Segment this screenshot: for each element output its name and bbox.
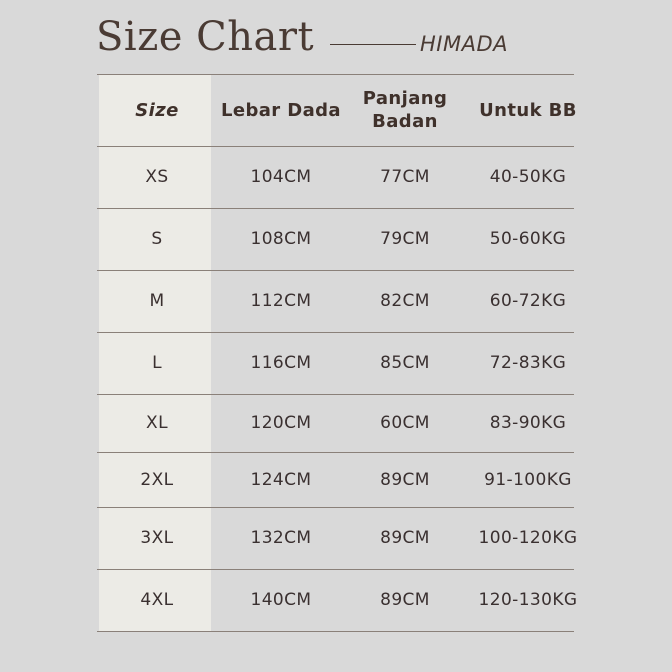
table-rule	[97, 631, 574, 632]
lebar-dada-cell: 104CM	[250, 167, 312, 187]
size-cell: XL	[146, 413, 168, 433]
size-cell: L	[152, 353, 162, 373]
untuk-bb-cell: 83-90KG	[489, 413, 567, 433]
lebar-dada-cell: 132CM	[250, 528, 312, 548]
untuk-bb-cell: 60-72KG	[489, 291, 567, 311]
size-cell: S	[151, 229, 163, 249]
untuk-bb-cell: 72-83KG	[489, 353, 567, 373]
size-cell: M	[149, 291, 165, 311]
title-divider	[330, 44, 416, 45]
size-cell: XS	[145, 167, 169, 187]
panjang-badan-cell: 89CM	[380, 469, 430, 490]
lebar-dada-cell: 108CM	[250, 229, 312, 249]
lebar-dada-cell: 140CM	[250, 590, 312, 610]
panjang-badan-cell: 77CM	[380, 167, 430, 187]
panjang-badan-cell: 60CM	[380, 413, 430, 433]
panjang-badan-cell: 89CM	[380, 590, 430, 610]
untuk-bb-cell: 91-100KG	[484, 469, 572, 490]
header-untuk-bb: Untuk BB	[479, 99, 577, 121]
page-title: Size Chart	[96, 14, 315, 60]
brand-name: HIMADA	[420, 32, 509, 56]
lebar-dada-cell: 116CM	[250, 353, 312, 373]
panjang-badan-cell: 82CM	[380, 291, 430, 311]
lebar-dada-cell: 120CM	[250, 413, 312, 433]
size-cell: 3XL	[140, 528, 174, 548]
panjang-badan-cell: 89CM	[380, 528, 430, 548]
untuk-bb-cell: 40-50KG	[489, 167, 567, 187]
size-cell: 2XL	[140, 469, 174, 490]
lebar-dada-cell: 112CM	[250, 291, 312, 311]
header-panjang-badan: Panjang Badan	[362, 88, 448, 132]
header-lebar-dada: Lebar Dada	[221, 99, 341, 121]
untuk-bb-cell: 100-120KG	[478, 528, 578, 548]
lebar-dada-cell: 124CM	[250, 469, 312, 490]
untuk-bb-cell: 50-60KG	[489, 229, 567, 249]
panjang-badan-cell: 79CM	[380, 229, 430, 249]
size-cell: 4XL	[140, 590, 174, 610]
untuk-bb-cell: 120-130KG	[478, 590, 578, 610]
panjang-badan-cell: 85CM	[380, 353, 430, 373]
header-size: Size	[135, 99, 179, 121]
